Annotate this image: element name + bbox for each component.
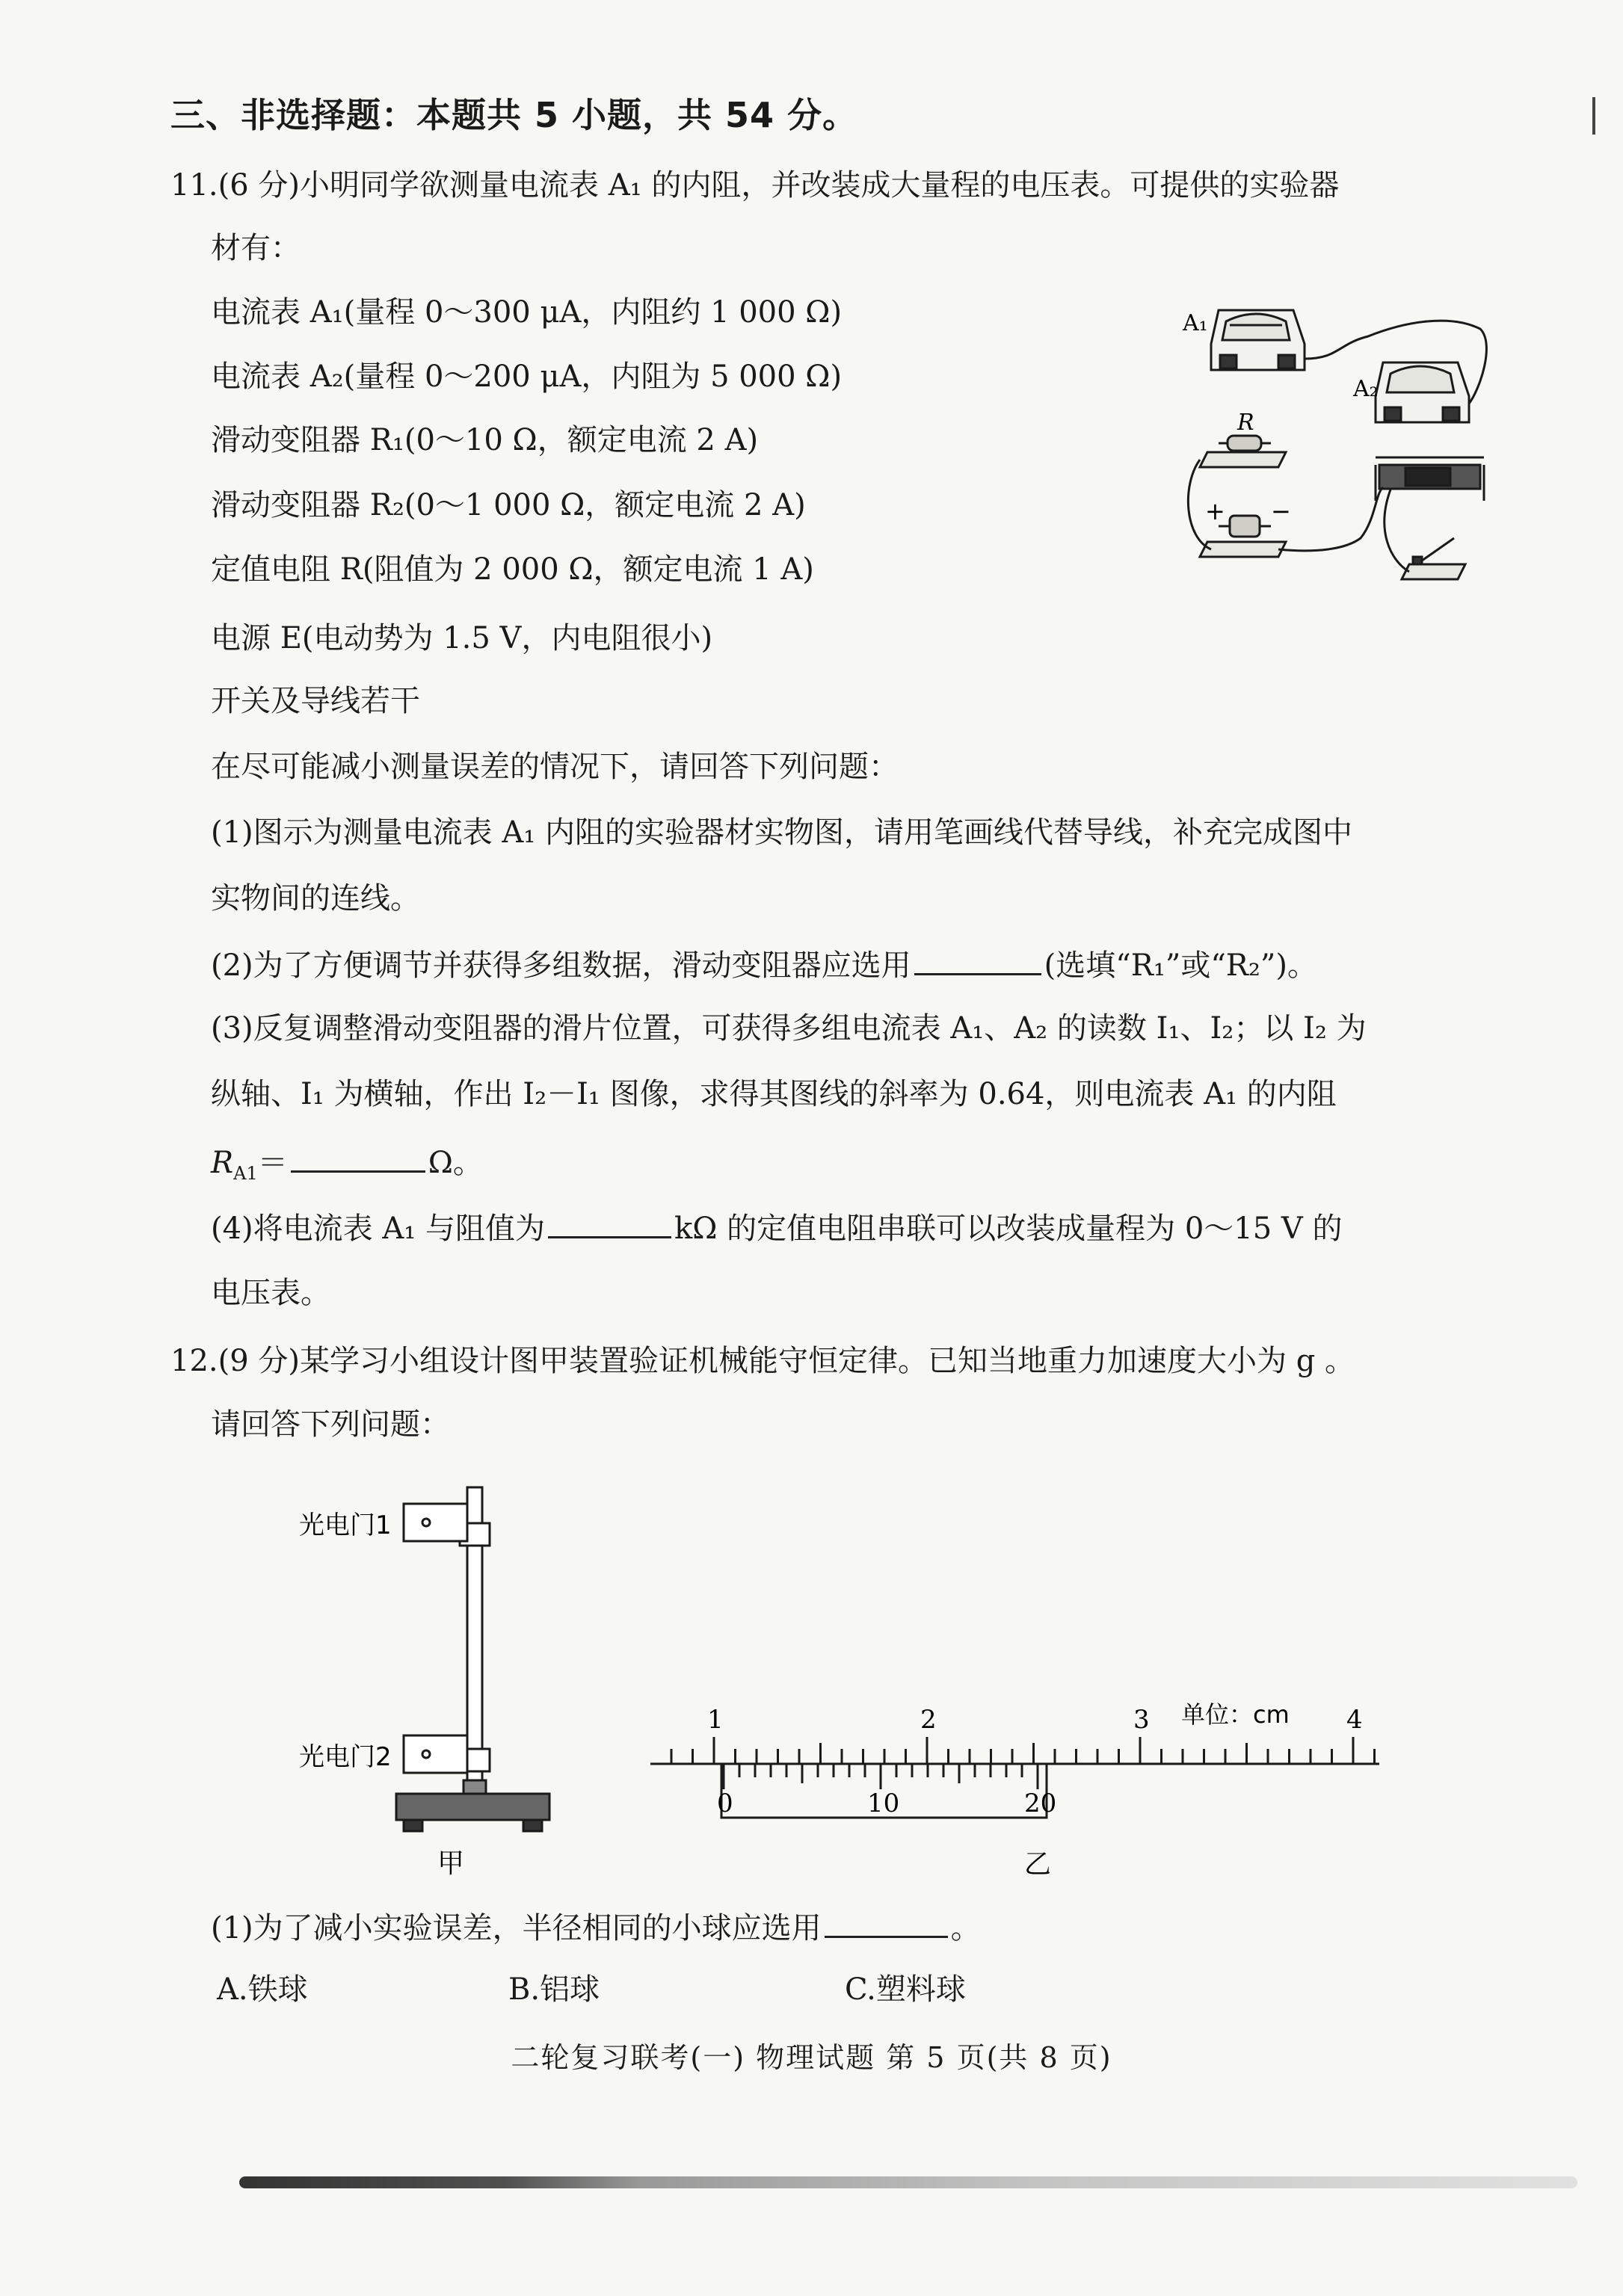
vernier-scale-label: 10	[867, 1789, 900, 1818]
q11-item-r1: 滑动变阻器 R₁(0～10 Ω，额定电流 2 A)	[211, 423, 759, 457]
q12-option-b[interactable]: B.铝球	[508, 1972, 600, 2007]
rheostat-icon	[1376, 457, 1484, 501]
q11-part3-subscript: A1	[233, 1163, 258, 1184]
q11-part2-answer-blank[interactable]	[914, 943, 1041, 975]
q11-item-source: 电源 E(电动势为 1.5 V，内电阻很小)	[211, 621, 713, 655]
q11-item-r: 定值电阻 R(阻值为 2 000 Ω，额定电流 1 A)	[211, 552, 814, 587]
main-scale-label: 4	[1346, 1705, 1363, 1735]
q12-intro-line1: 12.(9 分)某学习小组设计图甲装置验证机械能守恒定律。已知当地重力加速度大小为 g 。	[170, 1344, 1355, 1378]
photogate-2-label: 光电门2	[299, 1742, 392, 1772]
q11-part2-hint: (选填“R₁”或“R₂”)。	[1044, 948, 1317, 983]
q11-part3-line2: 纵轴、I₁ 为横轴，作出 I₂－I₁ 图像，求得其图线的斜率为 0.64，则电流表 A₁ 的内阻	[211, 1077, 1337, 1111]
q11-part3-equals: ＝	[257, 1146, 288, 1180]
q11-part1-line1: (1)图示为测量电流表 A₁ 内阻的实验器材实物图，请用笔画线代替导线，补充完成图中	[211, 815, 1353, 850]
scan-edge-mark	[1592, 97, 1595, 135]
q11-condition: 在尽可能减小测量误差的情况下，请回答下列问题：	[211, 750, 899, 784]
main-scale-label: 1	[707, 1705, 724, 1735]
q11-part1-line2: 实物间的连线。	[211, 881, 420, 916]
q12-part1	[211, 1906, 981, 1948]
q11-part2-text: (2)为了方便调节并获得多组数据，滑动变阻器应选用	[211, 948, 911, 983]
vernier-unit-label: 单位：cm	[1181, 1700, 1290, 1729]
q12-part1-answer-blank[interactable]	[825, 1906, 948, 1938]
q11-intro-line2: 材有：	[211, 231, 301, 265]
photogate-2-icon	[404, 1735, 467, 1773]
stand-base-icon	[396, 1794, 549, 1820]
figure-label-minus: −	[1271, 497, 1291, 525]
resistor-icon	[1200, 436, 1286, 467]
switch-icon	[1402, 538, 1465, 579]
vernier-scale-label: 0	[717, 1789, 733, 1818]
figure-label-plus: +	[1205, 497, 1225, 525]
q12-figure-jia	[284, 1472, 598, 1891]
q11-part4-text: (4)将电流表 A₁ 与阻值为	[211, 1212, 546, 1246]
q11-item-r2: 滑动变阻器 R₂(0～1 000 Ω，额定电流 2 A)	[211, 488, 806, 522]
q12-figure-yi-vernier	[650, 1689, 1398, 1913]
q11-part3-symbol: R	[211, 1146, 234, 1180]
photogate-1-label: 光电门1	[299, 1510, 392, 1540]
q11-part2	[211, 943, 1317, 985]
q11-item-a2: 电流表 A₂(量程 0～200 μA，内阻为 5 000 Ω)	[211, 359, 843, 394]
ammeter-a1-icon	[1211, 310, 1305, 370]
q12-part1-text: (1)为了减小实验误差，半径相同的小球应选用	[211, 1911, 822, 1945]
q11-part4-answer-blank[interactable]	[548, 1206, 671, 1238]
q11-part3-answer-blank[interactable]	[291, 1141, 425, 1173]
q11-item-a1: 电流表 A₁(量程 0～300 μA，内阻约 1 000 Ω)	[211, 295, 843, 330]
main-scale-label: 2	[920, 1705, 937, 1735]
q11-part3-unit: Ω。	[428, 1146, 483, 1180]
q12-intro-line2: 请回答下列问题：	[211, 1407, 450, 1442]
q11-item-switch: 开关及导线若干	[211, 684, 420, 718]
page-footer: 二轮复习联考(一) 物理试题 第 5 页(共 8 页)	[511, 2041, 1112, 2074]
main-scale-label: 3	[1133, 1705, 1150, 1735]
q11-part4-text2: kΩ 的定值电阻串联可以改装成量程为 0～15 V 的	[674, 1212, 1343, 1246]
q12-option-c[interactable]: C.塑料球	[845, 1972, 966, 2007]
q11-part3-line1: (3)反复调整滑动变阻器的滑片位置，可获得多组电流表 A₁、A₂ 的读数 I₁、I₂；以 I₂ 为	[211, 1011, 1367, 1046]
photogate-1-icon	[404, 1504, 467, 1541]
figure-label-a1: A₁	[1183, 310, 1208, 336]
q11-intro-line1: 11.(6 分)小明同学欲测量电流表 A₁ 的内阻，并改装成大量程的电压表。可提供的实验器	[170, 168, 1340, 203]
section-title: 三、非选择题：本题共 5 小题，共 54 分。	[170, 95, 858, 135]
figure-jia-caption: 甲	[437, 1848, 465, 1879]
scan-artifact-bar	[239, 2176, 1577, 2188]
ammeter-a2-icon	[1376, 362, 1469, 422]
vernier-scale-label: 20	[1024, 1789, 1057, 1818]
q11-equipment-figure	[1166, 291, 1495, 590]
figure-label-r: R	[1237, 410, 1254, 436]
q12-part1-end: 。	[950, 1911, 981, 1945]
figure-yi-caption: 乙	[1024, 1849, 1052, 1880]
figure-label-a2: A₂	[1353, 376, 1379, 402]
q11-part3-line3	[211, 1141, 483, 1193]
q11-part4-line1	[211, 1206, 1343, 1248]
q12-option-a[interactable]: A.铁球	[217, 1972, 308, 2007]
q11-part4-line2: 电压表。	[211, 1276, 330, 1310]
